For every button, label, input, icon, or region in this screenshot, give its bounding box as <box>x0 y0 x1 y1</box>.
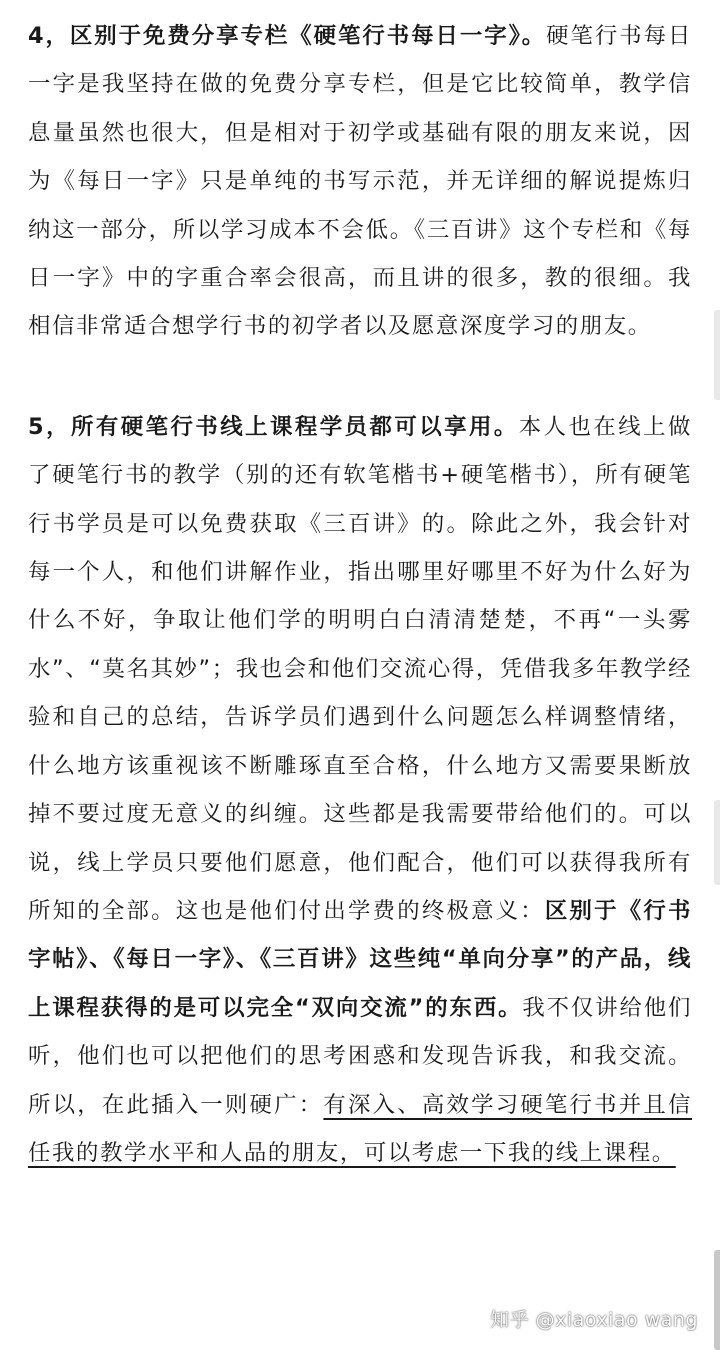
paragraph-4-text: 硬笔行书每日一字是我坚持在做的免费分享专栏，但是它比较简单，教学信息量虽然也很大，但是相对于初学或基础有限的朋友来说，因为《每日一字》只是单纯的书写示范，并无详细的解说提炼归纳这一部分，所以学习成本不会低。《三百讲》这个专栏和《每日一字》中的字重合率会很高，而且讲的很多，教的很细。我相信非常适合想学行书的初学者以及愿意深度学习的朋友。 <box>28 23 692 340</box>
paragraph-4 <box>28 12 692 351</box>
scrollbar-thumb[interactable] <box>714 1250 720 1350</box>
paragraph-5-text-2: 我不仅讲给他们听，他们也可以把他们的思考困惑和发现告诉我，和我交流。所以，在此插入一则硬广： <box>28 994 693 1118</box>
paragraph-4-heading: 4，区别于免费分享专栏《硬笔行书每日一字》。 <box>28 23 547 49</box>
paragraph-5 <box>28 403 692 1178</box>
course-ad-text: 有深入、高效学习硬笔行书并且信任我的教学水平和人品的朋友，可以考虑一下我的线上课程。 <box>28 1091 692 1166</box>
scroll-indicator <box>714 310 720 400</box>
paragraph-5-heading: 5，所有硬笔行书线上课程学员都可以享用。 <box>28 413 519 440</box>
zhihu-watermark: 知乎 @xiaoxiao wang <box>490 1309 698 1331</box>
article-body <box>28 12 692 1177</box>
paragraph-5-emphasis: 区别于《行书字帖》、《每日一字》、《三百讲》这些纯“单向分享”的产品，线上课程获得的是可以完全“双向交流”的东西。 <box>28 897 692 1021</box>
scroll-indicator <box>714 800 720 885</box>
paragraph-5-text: 本人也在线上做了硬笔行书的教学（别的还有软笔楷书+硬笔楷书），所有硬笔行书学员是可以免费获取《三百讲》的。除此之外，我会针对每一个人，和他们讲解作业，指出哪里好哪里不好为什么好为什么不好，争取让他们学的明明白白清清楚楚，不再“一头雾水”、“莫名其妙”；我也会和他们交流心得，凭借我多年教学经验和自己的总结，告诉学员们遇到什么问题怎么样调整情绪，什么地方该重视该不断雕琢直至合格，什么地方又需要果断放掉不要过度无意义的纠缠。这些都是我需要带给他们的。可以说，线上学员只要他们愿意，他们配合，他们可以获得我所有所知的全部。这也是他们付出学费的终极意义： <box>28 413 692 924</box>
paragraph-gap <box>28 351 692 403</box>
